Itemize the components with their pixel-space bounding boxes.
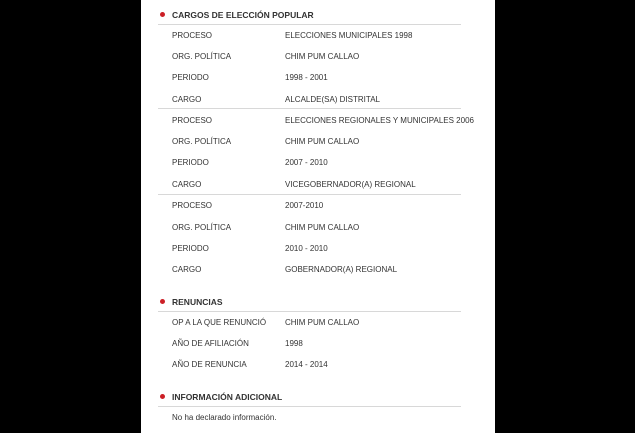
- bullet-dot-icon: [160, 394, 165, 399]
- value-org-politica: CHIM PUM CALLAO: [285, 52, 360, 61]
- section-header-info: [158, 390, 477, 404]
- divider: [158, 406, 461, 407]
- label-org-politica: ORG. POLÍTICA: [172, 223, 232, 232]
- label-ano-renuncia: AÑO DE RENUNCIA: [172, 360, 247, 369]
- value-proceso: 2007-2010: [285, 201, 324, 210]
- section-title: INFORMACIÓN ADICIONAL: [172, 392, 283, 402]
- label-cargo: CARGO: [172, 95, 202, 104]
- label-proceso: PROCESO: [172, 201, 213, 210]
- label-proceso: PROCESO: [172, 116, 213, 125]
- label-ano-afiliacion: AÑO DE AFILIACIÓN: [172, 339, 249, 348]
- bullet-dot-icon: [160, 12, 165, 17]
- divider: [158, 108, 461, 109]
- value-cargo: GOBERNADOR(A) REGIONAL: [285, 265, 398, 274]
- label-periodo: PERIODO: [172, 73, 209, 82]
- label-org-politica: ORG. POLÍTICA: [172, 137, 232, 146]
- label-org-politica: ORG. POLÍTICA: [172, 52, 232, 61]
- value-org-politica: CHIM PUM CALLAO: [285, 223, 360, 232]
- candidate-detail-panel: [141, 0, 495, 433]
- value-op-renuncio: CHIM PUM CALLAO: [285, 318, 360, 327]
- section-header-cargos: [158, 8, 477, 22]
- value-proceso: ELECCIONES REGIONALES Y MUNICIPALES 2006: [285, 116, 474, 125]
- label-proceso: PROCESO: [172, 31, 213, 40]
- label-cargo: CARGO: [172, 265, 202, 274]
- value-ano-afiliacion: 1998: [285, 339, 303, 348]
- label-op-renuncio: OP A LA QUE RENUNCIÓ: [172, 318, 267, 327]
- value-cargo: VICEGOBERNADOR(A) REGIONAL: [285, 180, 416, 189]
- section-header-renuncias: [158, 295, 477, 309]
- label-periodo: PERIODO: [172, 158, 209, 167]
- value-periodo: 1998 - 2001: [285, 73, 328, 82]
- bullet-dot-icon: [160, 299, 165, 304]
- value-cargo: ALCALDE(SA) DISTRITAL: [285, 95, 380, 104]
- divider: [158, 194, 461, 195]
- value-periodo: 2007 - 2010: [285, 158, 328, 167]
- section-title: RENUNCIAS: [172, 297, 223, 307]
- label-periodo: PERIODO: [172, 244, 209, 253]
- value-ano-renuncia: 2014 - 2014: [285, 360, 328, 369]
- section-title: CARGOS DE ELECCIÓN POPULAR: [172, 10, 314, 20]
- divider: [158, 311, 461, 312]
- divider: [158, 24, 461, 25]
- value-proceso: ELECCIONES MUNICIPALES 1998: [285, 31, 413, 40]
- value-periodo: 2010 - 2010: [285, 244, 328, 253]
- value-org-politica: CHIM PUM CALLAO: [285, 137, 360, 146]
- info-text: No ha declarado información.: [172, 413, 277, 422]
- label-cargo: CARGO: [172, 180, 202, 189]
